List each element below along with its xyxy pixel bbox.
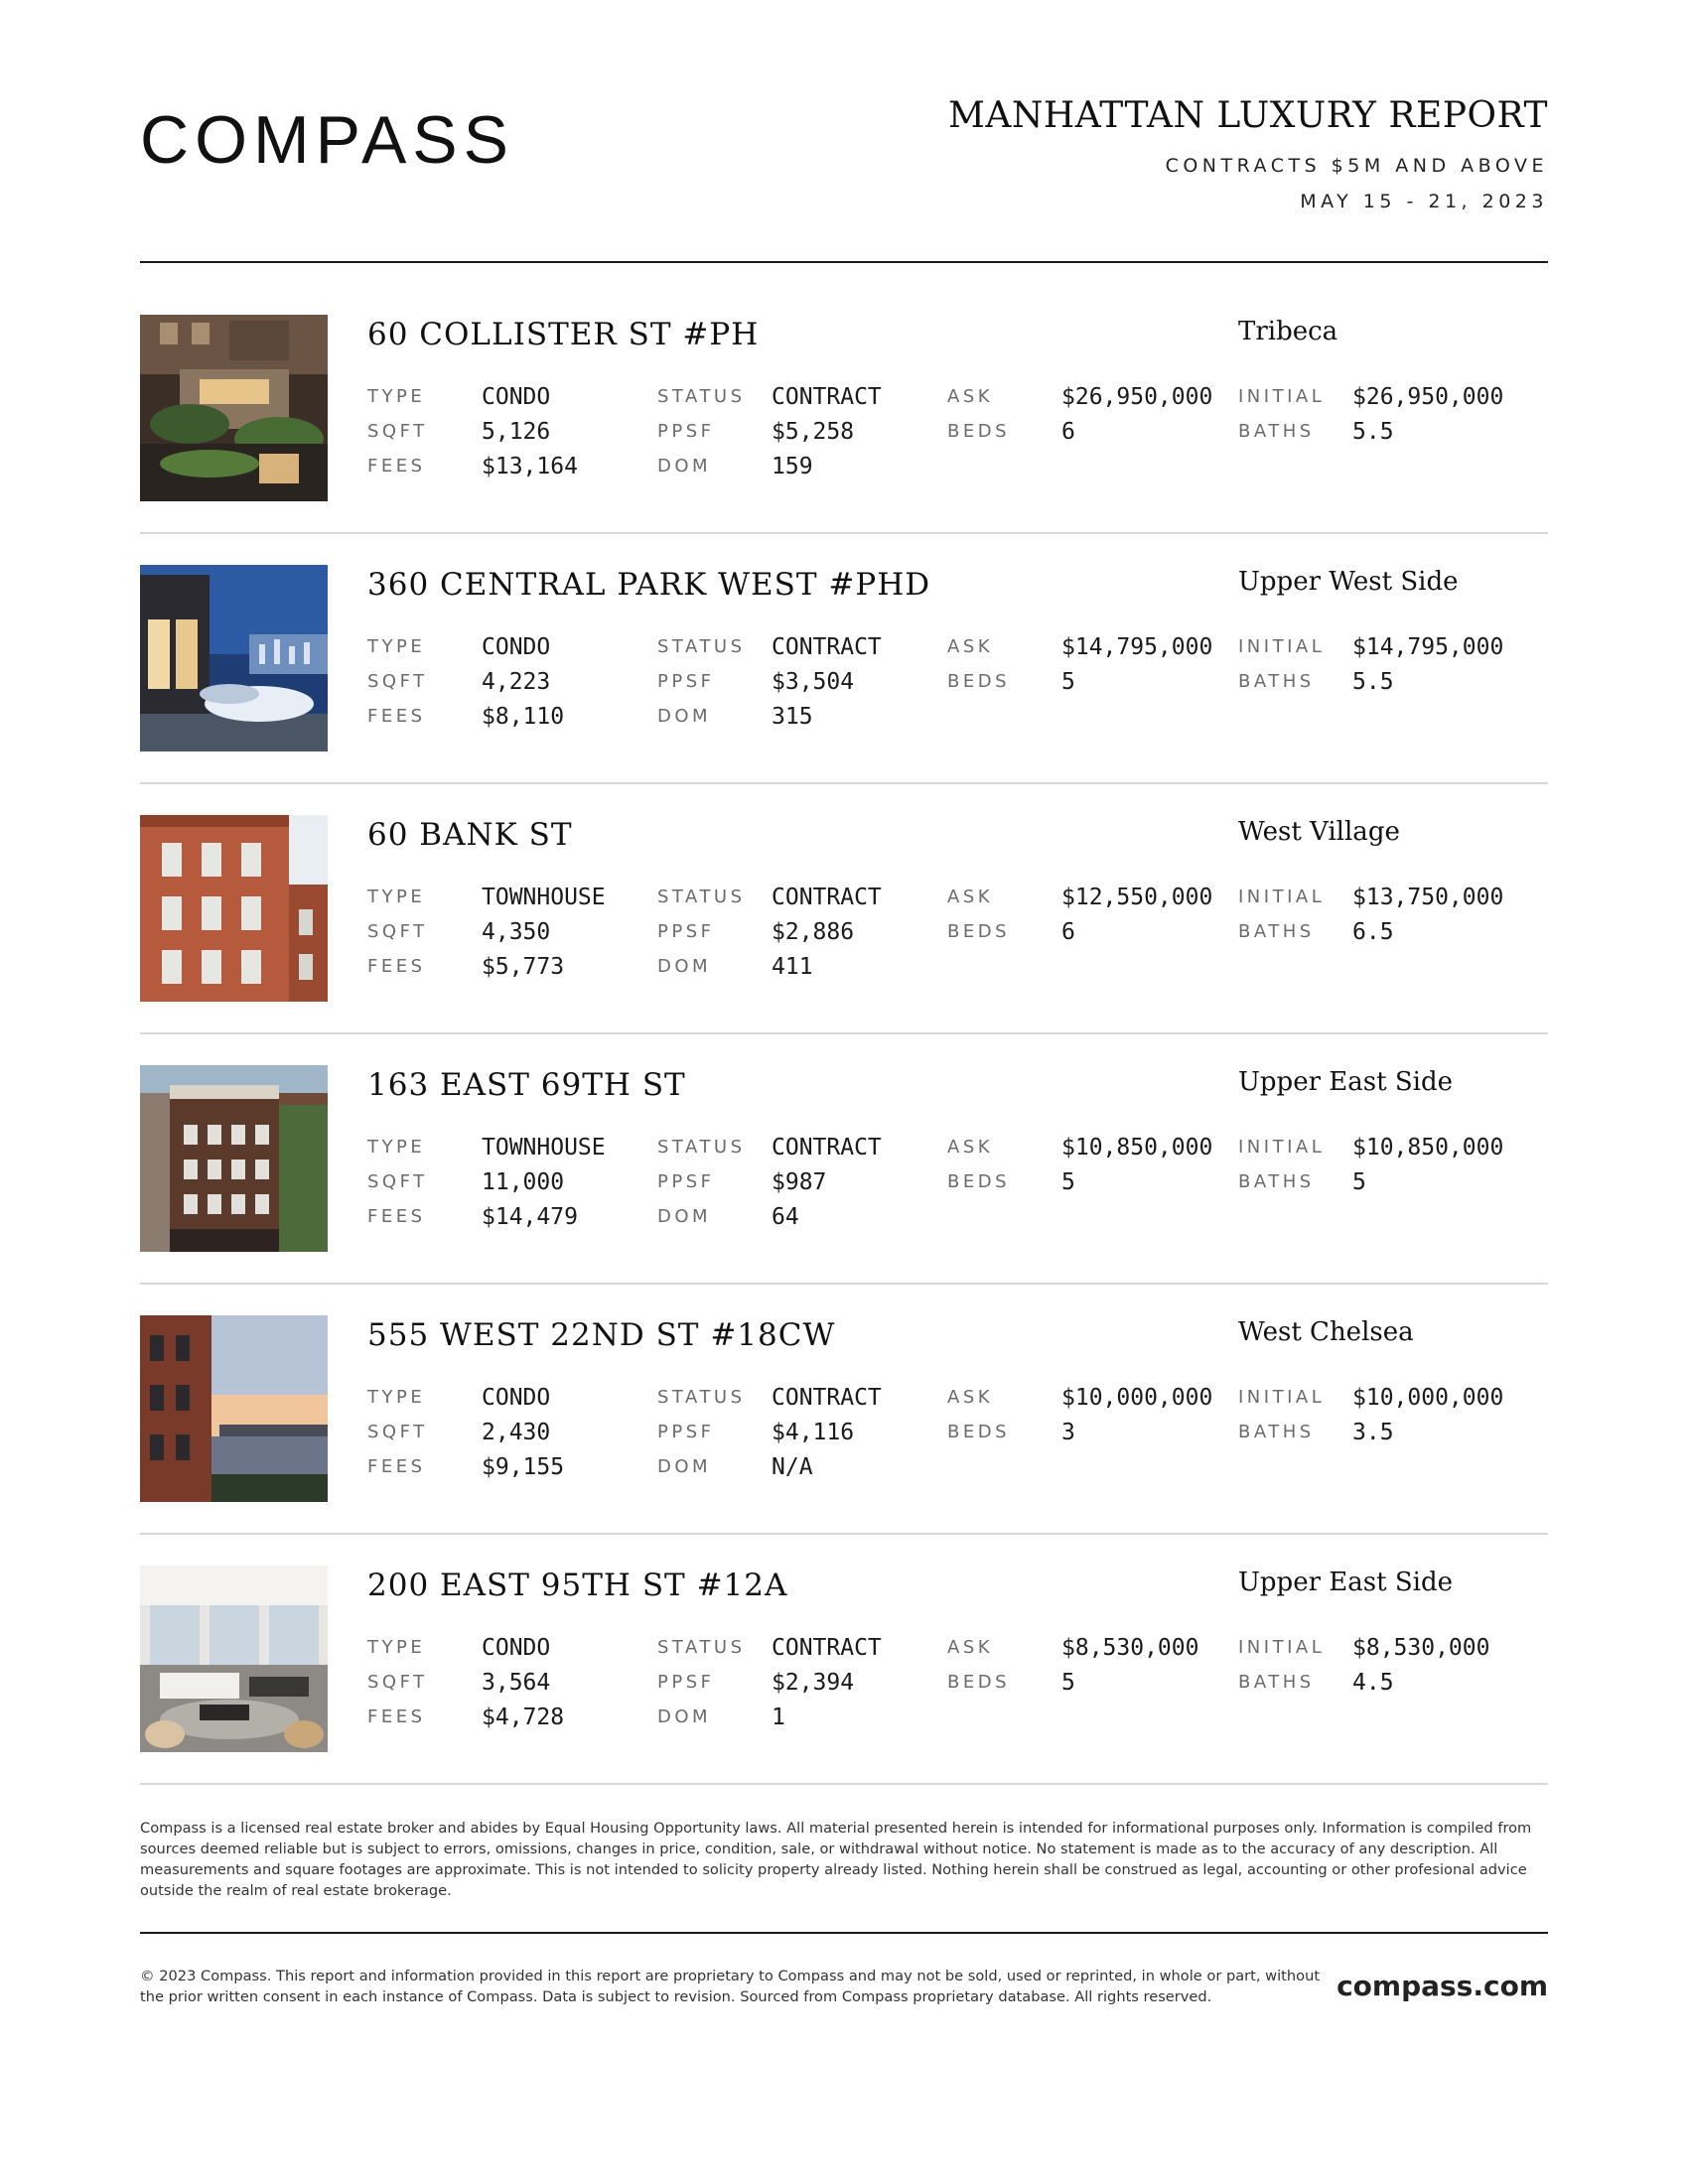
initial-value: $26,950,000 — [1352, 384, 1504, 410]
report-date-range: MAY 15 - 21, 2023 — [1300, 191, 1548, 212]
type-value: TOWNHOUSE — [482, 1135, 606, 1160]
ppsf-value: $5,258 — [772, 419, 855, 445]
initial-label: INITIAL — [1238, 1137, 1326, 1158]
initial-value: $14,795,000 — [1352, 634, 1504, 660]
fees-value: $5,773 — [482, 954, 565, 980]
dom-value: 411 — [772, 954, 813, 980]
copyright-notice: © 2023 Compass. This report and information provided in this report are proprietary to Compass and may not be sold, used or reprinted, in whole or part, without the prior written consent in each instance of Compass. Data is subject to revision. Sourced from Compass proprietary database. All rights reserved. — [140, 1968, 1321, 2005]
baths-value: 5.5 — [1352, 419, 1394, 445]
listing-address: 60 COLLISTER ST #PH — [367, 317, 760, 352]
status-value: CONTRACT — [772, 634, 882, 660]
ask-value: $14,795,000 — [1061, 634, 1213, 660]
initial-value: $10,850,000 — [1352, 1135, 1504, 1160]
listing-divider — [140, 782, 1548, 784]
listing-divider — [140, 1783, 1548, 1785]
ppsf-label: PPSF — [657, 421, 715, 442]
ask-value: $12,550,000 — [1061, 885, 1213, 910]
status-label: STATUS — [657, 1637, 746, 1658]
ask-value: $8,530,000 — [1061, 1635, 1199, 1661]
dom-label: DOM — [657, 706, 712, 727]
beds-value: 6 — [1061, 419, 1075, 445]
sqft-value: 11,000 — [482, 1169, 565, 1195]
type-value: CONDO — [482, 384, 551, 410]
type-value: CONDO — [482, 634, 551, 660]
listing-row — [140, 815, 1548, 1065]
status-value: CONTRACT — [772, 384, 882, 410]
initial-value: $8,530,000 — [1352, 1635, 1490, 1661]
beds-label: BEDS — [947, 671, 1011, 692]
sqft-value: 5,126 — [482, 419, 551, 445]
legal-disclaimer: Compass is a licensed real estate broker and abides by Equal Housing Opportunity laws. All material presented herein is intended for informational purposes only. Information is compiled from sources deemed reliable but is subject to errors, omissions, changes in price, condition, sale, or withdrawal without notice. No statement is made as to the accuracy of any description. All measurements and square footages are approximate. This is not intended to solicity property already listed. Nothing herein shall be construed as legal, accounting or other profesional advice outside the realm of real estate brokerage. — [140, 1820, 1532, 1899]
dom-label: DOM — [657, 1456, 712, 1477]
listing-divider — [140, 1283, 1548, 1285]
listing-neighborhood: Upper West Side — [1238, 567, 1459, 597]
type-label: TYPE — [367, 386, 426, 407]
ask-label: ASK — [947, 1387, 994, 1408]
fees-label: FEES — [367, 706, 426, 727]
baths-value: 3.5 — [1352, 1420, 1394, 1445]
townhouse-rooftop-terrace-photo — [140, 315, 328, 501]
baths-label: BATHS — [1238, 421, 1315, 442]
sqft-label: SQFT — [367, 921, 428, 942]
ppsf-label: PPSF — [657, 921, 715, 942]
penthouse-terrace-skyline-photo — [140, 565, 328, 751]
report-title: MANHATTAN LUXURY REPORT — [947, 95, 1548, 136]
dom-label: DOM — [657, 1706, 712, 1727]
status-label: STATUS — [657, 636, 746, 657]
living-room-interior-photo — [140, 1566, 328, 1752]
listing-divider — [140, 1533, 1548, 1535]
ppsf-value: $987 — [772, 1169, 827, 1195]
river-sunset-view-photo — [140, 1315, 328, 1502]
report-subtitle: CONTRACTS $5M AND ABOVE — [1165, 155, 1548, 177]
sqft-value: 4,223 — [482, 669, 551, 695]
ask-value: $26,950,000 — [1061, 384, 1213, 410]
status-label: STATUS — [657, 1387, 746, 1408]
ppsf-value: $3,504 — [772, 669, 855, 695]
sqft-value: 4,350 — [482, 919, 551, 945]
initial-label: INITIAL — [1238, 887, 1326, 907]
type-label: TYPE — [367, 1637, 426, 1658]
listing-neighborhood: Upper East Side — [1238, 1067, 1453, 1097]
beds-value: 5 — [1061, 669, 1075, 695]
status-label: STATUS — [657, 1137, 746, 1158]
compass-logo-text: COMPASS — [140, 102, 515, 178]
initial-value: $10,000,000 — [1352, 1385, 1504, 1411]
dom-value: 159 — [772, 454, 813, 479]
beds-label: BEDS — [947, 1672, 1011, 1693]
baths-label: BATHS — [1238, 1171, 1315, 1192]
ppsf-label: PPSF — [657, 1422, 715, 1442]
beds-label: BEDS — [947, 421, 1011, 442]
beds-value: 6 — [1061, 919, 1075, 945]
dom-label: DOM — [657, 956, 712, 977]
ask-value: $10,850,000 — [1061, 1135, 1213, 1160]
fees-value: $8,110 — [482, 704, 565, 730]
type-label: TYPE — [367, 887, 426, 907]
initial-label: INITIAL — [1238, 386, 1326, 407]
initial-label: INITIAL — [1238, 1387, 1326, 1408]
listing-address: 555 WEST 22ND ST #18CW — [367, 1317, 836, 1353]
listing-row — [140, 1065, 1548, 1315]
ask-label: ASK — [947, 887, 994, 907]
type-label: TYPE — [367, 1137, 426, 1158]
listing-address: 163 EAST 69TH ST — [367, 1067, 686, 1103]
fees-label: FEES — [367, 1706, 426, 1727]
status-value: CONTRACT — [772, 1635, 882, 1661]
ppsf-label: PPSF — [657, 671, 715, 692]
ppsf-value: $2,886 — [772, 919, 855, 945]
sqft-label: SQFT — [367, 1672, 428, 1693]
ask-label: ASK — [947, 1637, 994, 1658]
listing-neighborhood: West Chelsea — [1238, 1317, 1414, 1347]
ppsf-value: $4,116 — [772, 1420, 855, 1445]
dom-label: DOM — [657, 1206, 712, 1227]
sqft-label: SQFT — [367, 1171, 428, 1192]
listing-neighborhood: West Village — [1238, 817, 1400, 847]
fees-label: FEES — [367, 1206, 426, 1227]
listing-row — [140, 315, 1548, 565]
listing-divider — [140, 532, 1548, 534]
beds-label: BEDS — [947, 1422, 1011, 1442]
status-value: CONTRACT — [772, 1135, 882, 1160]
fees-value: $9,155 — [482, 1454, 565, 1480]
sqft-label: SQFT — [367, 421, 428, 442]
sqft-label: SQFT — [367, 1422, 428, 1442]
beds-value: 3 — [1061, 1420, 1075, 1445]
ppsf-label: PPSF — [657, 1171, 715, 1192]
ppsf-value: $2,394 — [772, 1670, 855, 1696]
initial-value: $13,750,000 — [1352, 885, 1504, 910]
listing-neighborhood: Upper East Side — [1238, 1568, 1453, 1597]
ask-value: $10,000,000 — [1061, 1385, 1213, 1411]
website-link[interactable]: compass.com — [1336, 1970, 1548, 2002]
fees-label: FEES — [367, 456, 426, 477]
beds-label: BEDS — [947, 921, 1011, 942]
initial-label: INITIAL — [1238, 1637, 1326, 1658]
baths-value: 6.5 — [1352, 919, 1394, 945]
ask-label: ASK — [947, 636, 994, 657]
sqft-value: 2,430 — [482, 1420, 551, 1445]
type-value: CONDO — [482, 1385, 551, 1411]
beds-value: 5 — [1061, 1670, 1075, 1696]
status-label: STATUS — [657, 386, 746, 407]
listing-divider — [140, 1032, 1548, 1034]
fees-label: FEES — [367, 1456, 426, 1477]
listing-row — [140, 1315, 1548, 1566]
brick-townhouse-facade-photo — [140, 815, 328, 1002]
ask-label: ASK — [947, 386, 994, 407]
listing-row — [140, 1566, 1548, 1816]
beds-label: BEDS — [947, 1171, 1011, 1192]
ask-label: ASK — [947, 1137, 994, 1158]
listing-address: 360 CENTRAL PARK WEST #PHD — [367, 567, 931, 603]
type-label: TYPE — [367, 1387, 426, 1408]
baths-label: BATHS — [1238, 671, 1315, 692]
footer-divider — [140, 1932, 1548, 1934]
dom-value: N/A — [772, 1454, 813, 1480]
fees-value: $13,164 — [482, 454, 578, 479]
type-value: CONDO — [482, 1635, 551, 1661]
townhouse-street-facade-photo — [140, 1065, 328, 1252]
baths-label: BATHS — [1238, 1422, 1315, 1442]
dom-value: 315 — [772, 704, 813, 730]
baths-value: 4.5 — [1352, 1670, 1394, 1696]
baths-value: 5 — [1352, 1169, 1366, 1195]
baths-label: BATHS — [1238, 1672, 1315, 1693]
status-value: CONTRACT — [772, 885, 882, 910]
header-divider — [140, 261, 1548, 263]
listing-neighborhood: Tribeca — [1238, 317, 1338, 346]
dom-value: 64 — [772, 1204, 799, 1230]
listings-list — [140, 315, 1548, 1816]
fees-value: $14,479 — [482, 1204, 578, 1230]
baths-value: 5.5 — [1352, 669, 1394, 695]
dom-value: 1 — [772, 1705, 785, 1730]
initial-label: INITIAL — [1238, 636, 1326, 657]
type-label: TYPE — [367, 636, 426, 657]
fees-value: $4,728 — [482, 1705, 565, 1730]
listing-address: 60 BANK ST — [367, 817, 573, 853]
fees-label: FEES — [367, 956, 426, 977]
status-value: CONTRACT — [772, 1385, 882, 1411]
ppsf-label: PPSF — [657, 1672, 715, 1693]
dom-label: DOM — [657, 456, 712, 477]
sqft-label: SQFT — [367, 671, 428, 692]
status-label: STATUS — [657, 887, 746, 907]
baths-label: BATHS — [1238, 921, 1315, 942]
listing-address: 200 EAST 95TH ST #12A — [367, 1568, 788, 1603]
beds-value: 5 — [1061, 1169, 1075, 1195]
compass-logo — [140, 97, 577, 181]
listing-row — [140, 565, 1548, 815]
type-value: TOWNHOUSE — [482, 885, 606, 910]
sqft-value: 3,564 — [482, 1670, 551, 1696]
